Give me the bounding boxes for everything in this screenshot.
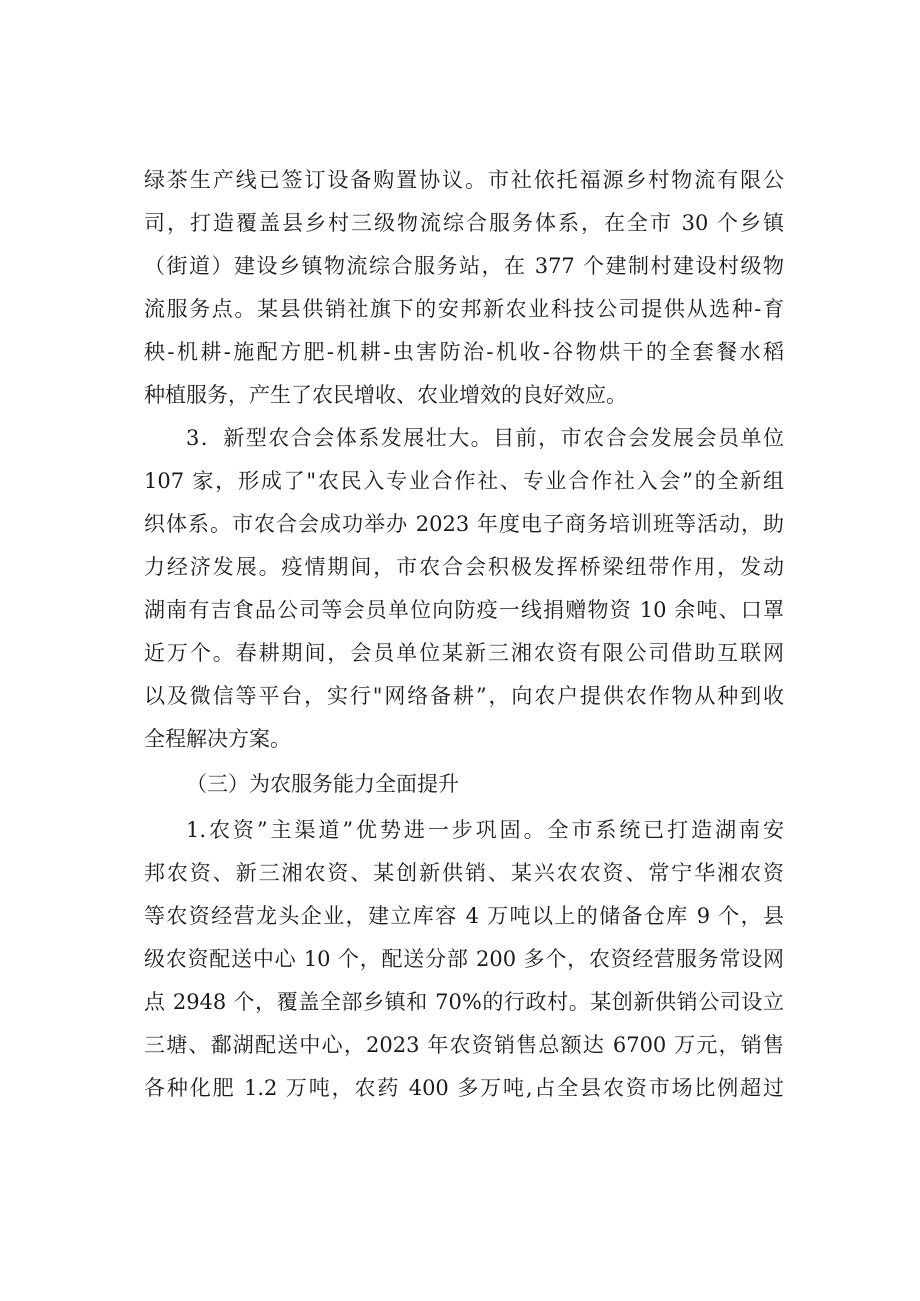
text-line: 种植服务，产生了农民增收、农业增效的良好效应。	[144, 383, 627, 407]
paragraph-first-line: 1.农资”主渠道”优势进一步巩固。全市系统已打造湖南安	[186, 818, 784, 842]
text-line: 各种化肥 1.2 万吨，农药 400 多万吨,占全县农资市场比例超过	[144, 1076, 784, 1100]
text-line: 级农资配送中心 10 个，配送分部 200 多个，农资经营服务常设网	[144, 947, 784, 971]
text-line: 全程解决方案。	[144, 727, 291, 751]
text-line: 织体系。市农合会成功举办 2023 年度电子商务培训班等活动，助	[144, 512, 784, 536]
text-line: 湖南有吉食品公司等会员单位向防疫一线捐赠物资 10 余吨、口罩	[144, 598, 784, 622]
text-line: 三塘、鄱湖配送中心，2023 年农资销售总额达 6700 万元，销售	[144, 1033, 784, 1057]
text-line: 107 家，形成了"农民入专业合作社、专业合作社入会”的全新组	[144, 469, 784, 493]
text-line: 流服务点。某县供销社旗下的安邦新农业科技公司提供从选种-育	[144, 297, 784, 321]
text-line: 点 2948 个，覆盖全部乡镇和 70%的行政村。某创新供销公司设立	[144, 990, 784, 1014]
text-line: 邦农资、新三湘农资、某创新供销、某兴农农资、常宁华湘农资	[144, 861, 784, 885]
paragraph-first-line: 3．新型农合会体系发展壮大。目前，市农合会发展会员单位	[186, 426, 784, 450]
text-line: 秧-机耕-施配方肥-机耕-虫害防治-机收-谷物烘干的全套餐水稻	[144, 340, 784, 364]
text-line: 力经济发展。疫情期间，市农合会积极发挥桥梁纽带作用，发动	[144, 555, 784, 579]
text-line: 司，打造覆盖县乡村三级物流综合服务体系，在全市 30 个乡镇	[144, 211, 784, 235]
text-line: 绿茶生产线已签订设备购置协议。市社依托福源乡村物流有限公	[144, 168, 784, 192]
text-line: （街道）建设乡镇物流综合服务站，在 377 个建制村建设村级物	[144, 254, 784, 278]
text-line: 等农资经营龙头企业，建立库容 4 万吨以上的储备仓库 9 个，县	[144, 904, 784, 928]
text-line: 近万个。春耕期间，会员单位某新三湘农资有限公司借助互联网	[144, 641, 784, 665]
text-line: 以及微信等平台，实行"网络备耕”，向农户提供农作物从种到收	[144, 684, 784, 708]
section-heading: （三）为农服务能力全面提升	[186, 772, 459, 796]
